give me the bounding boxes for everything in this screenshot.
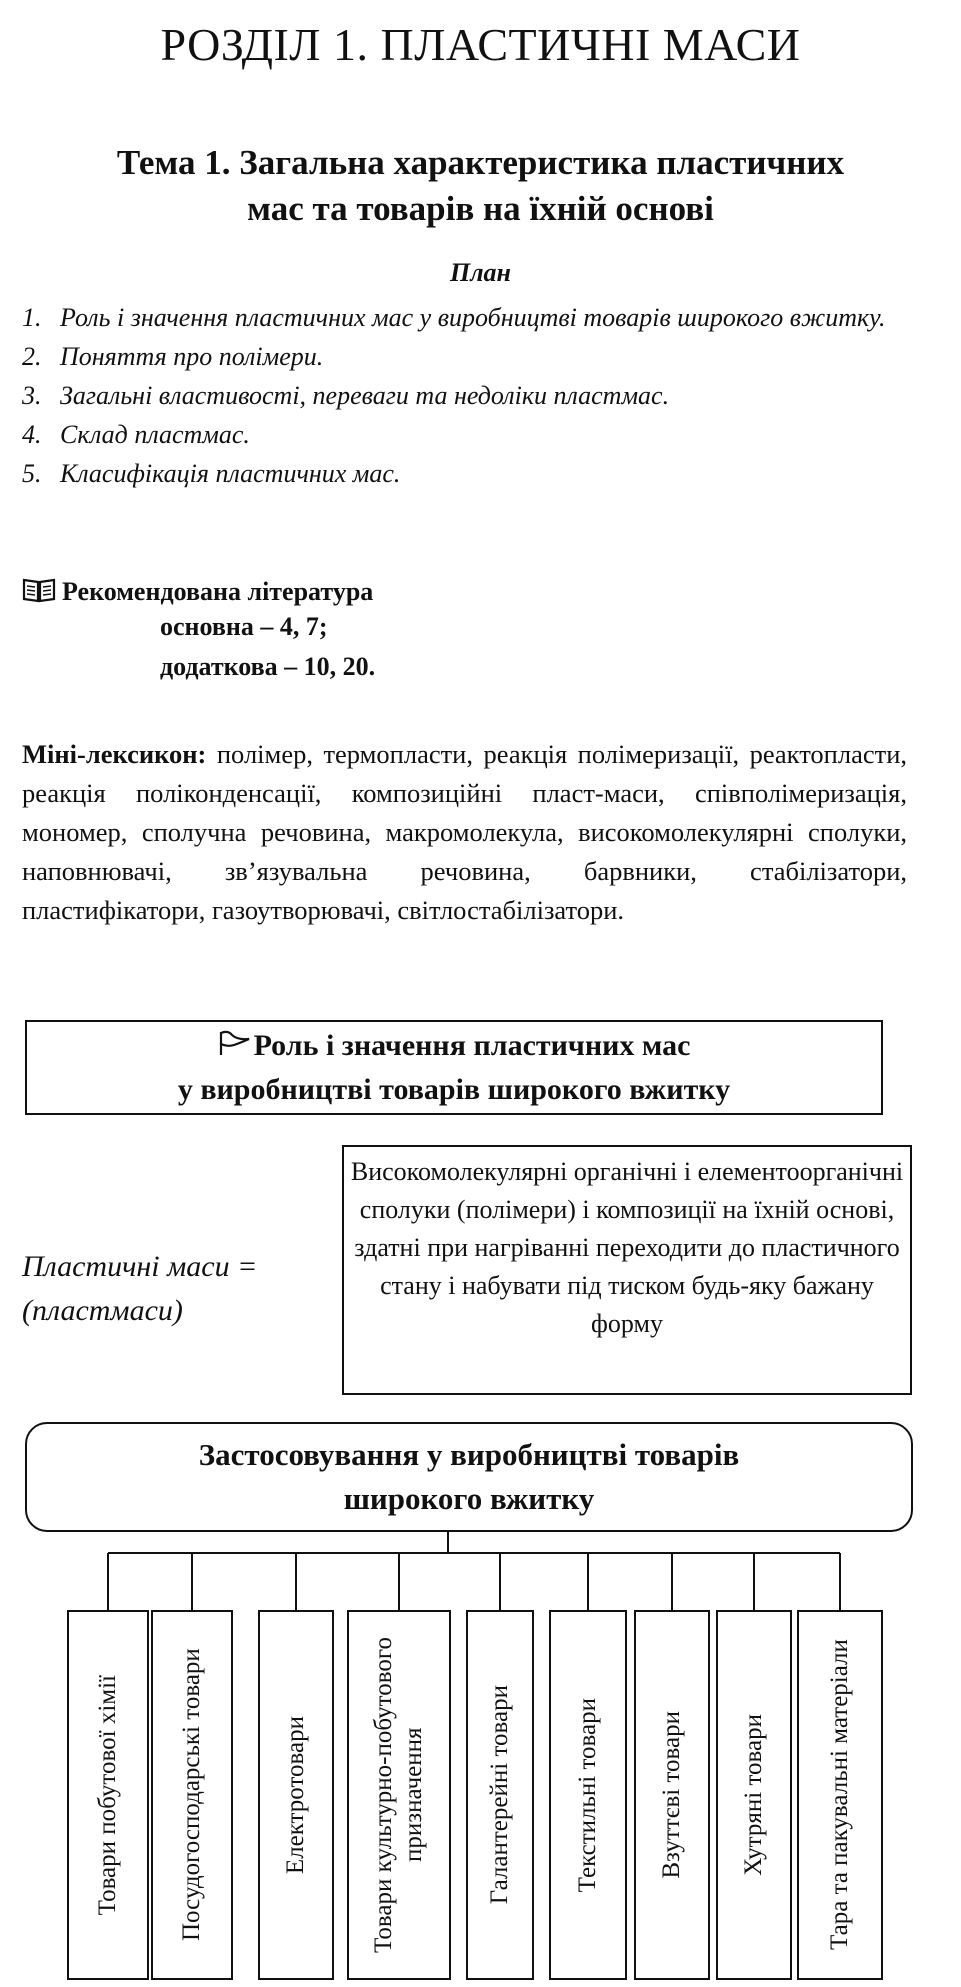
category-box	[347, 1610, 451, 1980]
category-label: Товари побутової хімії	[94, 1674, 121, 1916]
plan-item-text: Роль і значення пластичних мас у виробництві товарів широкого вжитку.	[60, 303, 886, 332]
plan-item-number: 5.	[22, 459, 42, 488]
category-label: Взуттєві товари	[658, 1711, 685, 1879]
definition-term-line2: (пластмаси)	[22, 1294, 183, 1327]
category-box	[797, 1610, 883, 1980]
application-line1: Застосовування у виробництві товарів	[198, 1437, 740, 1472]
definition-box: Високомолекулярні органічні і елементоорганічні сполуки (полімери) і композиції на їхній основі, здатні при нагріванні переходити до пластичного стану і набувати під тиском будь-яку бажану форму	[342, 1145, 912, 1395]
category-label: Товари культурно-побутового призначення	[370, 1637, 427, 1954]
category-label: Текстильні товари	[574, 1697, 601, 1893]
section-title: РОЗДІЛ 1. ПЛАСТИЧНІ МАСИ	[160, 19, 801, 70]
plan-item-number: 4.	[22, 420, 42, 449]
category-label: Тара та пакувальні матеріали	[826, 1639, 853, 1951]
plan-item-text: Класифікація пластичних мас.	[60, 459, 401, 488]
category-box	[549, 1610, 627, 1980]
definition-term-line1: Пластичні маси =	[22, 1250, 258, 1283]
role-box-line2: у виробництві товарів широкого вжитку	[177, 1072, 731, 1106]
topic-title-line2: мас та товарів на їхній основі	[247, 189, 714, 228]
category-box	[67, 1610, 149, 1980]
category-label: Посудогосподарські товари	[178, 1648, 205, 1942]
lexicon-text: полімер, термопласти, реакція полімеризації, реактопласти, реакція поліконденсації, композиційні пласт-маси, співполімеризація, мономер, сполучна речовина, макромолекула, високомолекулярні сполуки, наповнювачі, зв’язувальна речовина, барвники, стабілізатори, пластифікатори, газоутворювачі, світлостабілізатори.	[22, 739, 907, 925]
plan-item-number: 1.	[22, 303, 42, 332]
category-box	[258, 1610, 334, 1980]
category-box	[466, 1610, 534, 1980]
plan-item-text: Загальні властивості, переваги та недоліки пластмас.	[60, 381, 670, 410]
literature-title: Рекомендована література	[62, 577, 374, 606]
category-box	[634, 1610, 710, 1980]
plan-item-text: Поняття про полімери.	[60, 342, 324, 371]
lexicon-label: Міні-лексикон:	[22, 739, 207, 769]
category-box	[151, 1610, 233, 1980]
category-label: Електротовари	[282, 1715, 309, 1875]
category-label: Хутряні товари	[740, 1714, 767, 1876]
literature-additional: додаткова – 10, 20.	[160, 652, 376, 681]
application-line2: широкого вжитку	[343, 1481, 595, 1516]
category-label: Галантерейні товари	[486, 1685, 513, 1905]
plan-item-number: 3.	[22, 381, 42, 410]
category-box	[716, 1610, 792, 1980]
topic-title-line1: Тема 1. Загальна характеристика пластичних	[116, 143, 845, 182]
role-box-title: Роль і значення пластичних мас	[253, 1028, 691, 1062]
plan-item-text: Склад пластмас.	[60, 420, 250, 449]
literature-main: основна – 4, 7;	[160, 612, 328, 641]
plan-title: План	[449, 258, 511, 287]
plan-item-number: 2.	[22, 342, 42, 371]
